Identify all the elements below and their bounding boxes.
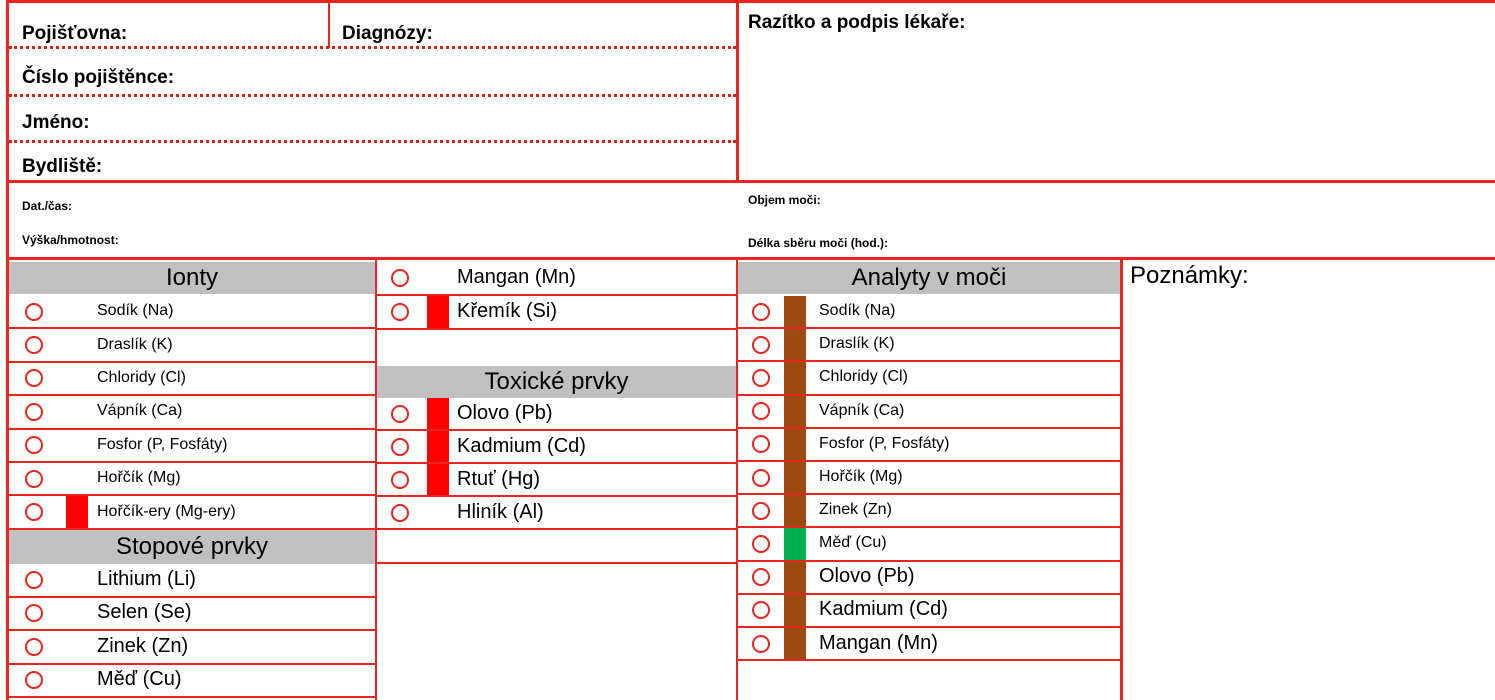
item-label: Hořčík (Mg) (819, 468, 903, 486)
item-label: Hořčík-ery (Mg-ery) (97, 502, 236, 520)
list-item (9, 396, 375, 429)
item-label: Sodík (Na) (97, 302, 174, 320)
list-item (377, 497, 736, 530)
list-item (9, 296, 375, 329)
name-label: Jméno: (22, 112, 90, 133)
item-label: Mangan (Mn) (457, 266, 576, 288)
list-item (9, 598, 375, 632)
ions-section-title: Ionty (9, 262, 375, 294)
item-label: Olovo (Pb) (819, 565, 915, 588)
marker-red (427, 431, 449, 462)
item-label: Fosfor (P, Fosfáty) (97, 435, 228, 453)
list-item (377, 296, 736, 330)
checkbox-circle[interactable] (25, 571, 43, 589)
list-item (9, 496, 375, 529)
urine-collection-label: Délka sběru moči (hod.): (748, 236, 889, 250)
checkbox-circle[interactable] (25, 303, 43, 321)
urine-section-title: Analyty v moči (738, 262, 1120, 294)
list-item (9, 329, 375, 362)
checkbox-circle[interactable] (25, 336, 43, 354)
item-label: Fosfor (P, Fosfáty) (819, 434, 950, 452)
info-bottom-line (6, 257, 1495, 260)
item-label: Chloridy (Cl) (97, 368, 186, 386)
list-item (738, 628, 1120, 661)
height-weight-label: Výška/hmotnost: (22, 233, 119, 247)
list-item (9, 430, 375, 463)
insured-number-label: Číslo pojištěnce: (22, 67, 175, 88)
list-item (377, 464, 736, 497)
datetime-label: Dat./čas: (22, 199, 73, 213)
middle-empty-row-1 (377, 562, 736, 564)
marker-brown (784, 595, 806, 626)
item-label: Křemík (Si) (457, 300, 557, 322)
marker-red (427, 296, 449, 328)
checkbox-circle[interactable] (752, 635, 770, 653)
marker-red (427, 398, 449, 429)
marker-brown (784, 562, 806, 593)
item-label: Draslík (K) (97, 335, 173, 353)
checkbox-circle[interactable] (752, 568, 770, 586)
item-label: Kadmium (Cd) (819, 598, 948, 621)
checkbox-circle[interactable] (25, 671, 43, 689)
item-label: Měď (Cu) (819, 534, 887, 552)
checkbox-circle[interactable] (25, 638, 43, 656)
checkbox-circle[interactable] (391, 269, 409, 287)
item-label: Hořčík (Mg) (97, 469, 181, 487)
marker-brown (784, 628, 806, 659)
checkbox-circle[interactable] (752, 402, 770, 420)
checkbox-circle[interactable] (752, 601, 770, 619)
stamp-signature-label: Razítko a podpis lékaře: (748, 12, 966, 33)
diagnoses-label: Diagnózy: (342, 23, 433, 44)
col-divider-3 (1120, 260, 1123, 700)
marker-red (427, 464, 449, 495)
item-label: Chloridy (Cl) (819, 368, 908, 386)
checkbox-circle[interactable] (25, 436, 43, 454)
list-item (738, 296, 1120, 329)
checkbox-circle[interactable] (752, 369, 770, 387)
item-label: Zinek (Zn) (97, 634, 189, 657)
marker-red (66, 496, 88, 527)
marker-brown (784, 462, 806, 493)
marker-brown (784, 396, 806, 427)
marker-brown (784, 429, 806, 460)
list-item (9, 363, 375, 396)
list-item (377, 398, 736, 431)
marker-green (784, 528, 806, 559)
item-label: Vápník (Ca) (97, 402, 183, 420)
checkbox-circle[interactable] (752, 435, 770, 453)
item-label: Hliník (Al) (457, 500, 544, 523)
checkbox-circle[interactable] (752, 303, 770, 321)
dotted-line-2 (9, 94, 736, 97)
list-item (9, 463, 375, 496)
checkbox-circle[interactable] (391, 405, 409, 423)
checkbox-circle[interactable] (391, 504, 409, 522)
marker-brown (784, 296, 806, 327)
list-item (738, 562, 1120, 595)
marker-brown (784, 362, 806, 393)
urine-volume-label: Objem moči: (748, 193, 821, 207)
checkbox-circle[interactable] (25, 403, 43, 421)
insurance-label: Pojišťovna: (22, 23, 128, 44)
checkbox-circle[interactable] (25, 369, 43, 387)
checkbox-circle[interactable] (752, 535, 770, 553)
dotted-line-1 (9, 46, 736, 49)
list-item (738, 462, 1120, 495)
list-item (738, 396, 1120, 429)
checkbox-circle[interactable] (391, 471, 409, 489)
checkbox-circle[interactable] (391, 303, 409, 321)
list-item (377, 262, 736, 296)
address-label: Bydliště: (22, 156, 103, 177)
dotted-line-3 (9, 140, 736, 143)
checkbox-circle[interactable] (752, 336, 770, 354)
list-item (9, 665, 375, 699)
list-item (738, 528, 1120, 561)
list-item (738, 595, 1120, 628)
list-item (9, 631, 375, 665)
item-label: Kadmium (Cd) (457, 434, 586, 457)
checkbox-circle[interactable] (25, 470, 43, 488)
item-label: Draslík (K) (819, 335, 895, 353)
checkbox-circle[interactable] (25, 604, 43, 622)
checkbox-circle[interactable] (752, 469, 770, 487)
toxic-section-title: Toxické prvky (377, 366, 736, 398)
item-label: Selen (Se) (97, 601, 192, 624)
list-item (9, 564, 375, 598)
item-label: Rtuť (Hg) (457, 467, 541, 490)
marker-brown (784, 495, 806, 526)
item-label: Sodík (Na) (819, 302, 896, 320)
item-label: Olovo (Pb) (457, 401, 553, 424)
checkbox-circle[interactable] (25, 503, 43, 521)
notes-label: Poznámky: (1130, 262, 1249, 289)
insurance-diagnoses-divider (328, 0, 330, 48)
item-label: Mangan (Mn) (819, 631, 938, 654)
list-item (738, 362, 1120, 395)
item-label: Zinek (Zn) (819, 501, 892, 519)
list-item (738, 495, 1120, 528)
marker-brown (784, 329, 806, 360)
item-label: Vápník (Ca) (819, 401, 905, 419)
header-bottom-line (6, 180, 1495, 183)
list-item (738, 429, 1120, 462)
trace-section-title: Stopové prvky (9, 530, 375, 564)
item-label: Měď (Cu) (97, 668, 182, 691)
checkbox-circle[interactable] (752, 502, 770, 520)
checkbox-circle[interactable] (391, 438, 409, 456)
frame-top (6, 0, 1495, 3)
list-item (377, 431, 736, 464)
header-divider-vertical (736, 0, 739, 182)
item-label: Lithium (Li) (97, 567, 196, 590)
list-item (738, 329, 1120, 362)
